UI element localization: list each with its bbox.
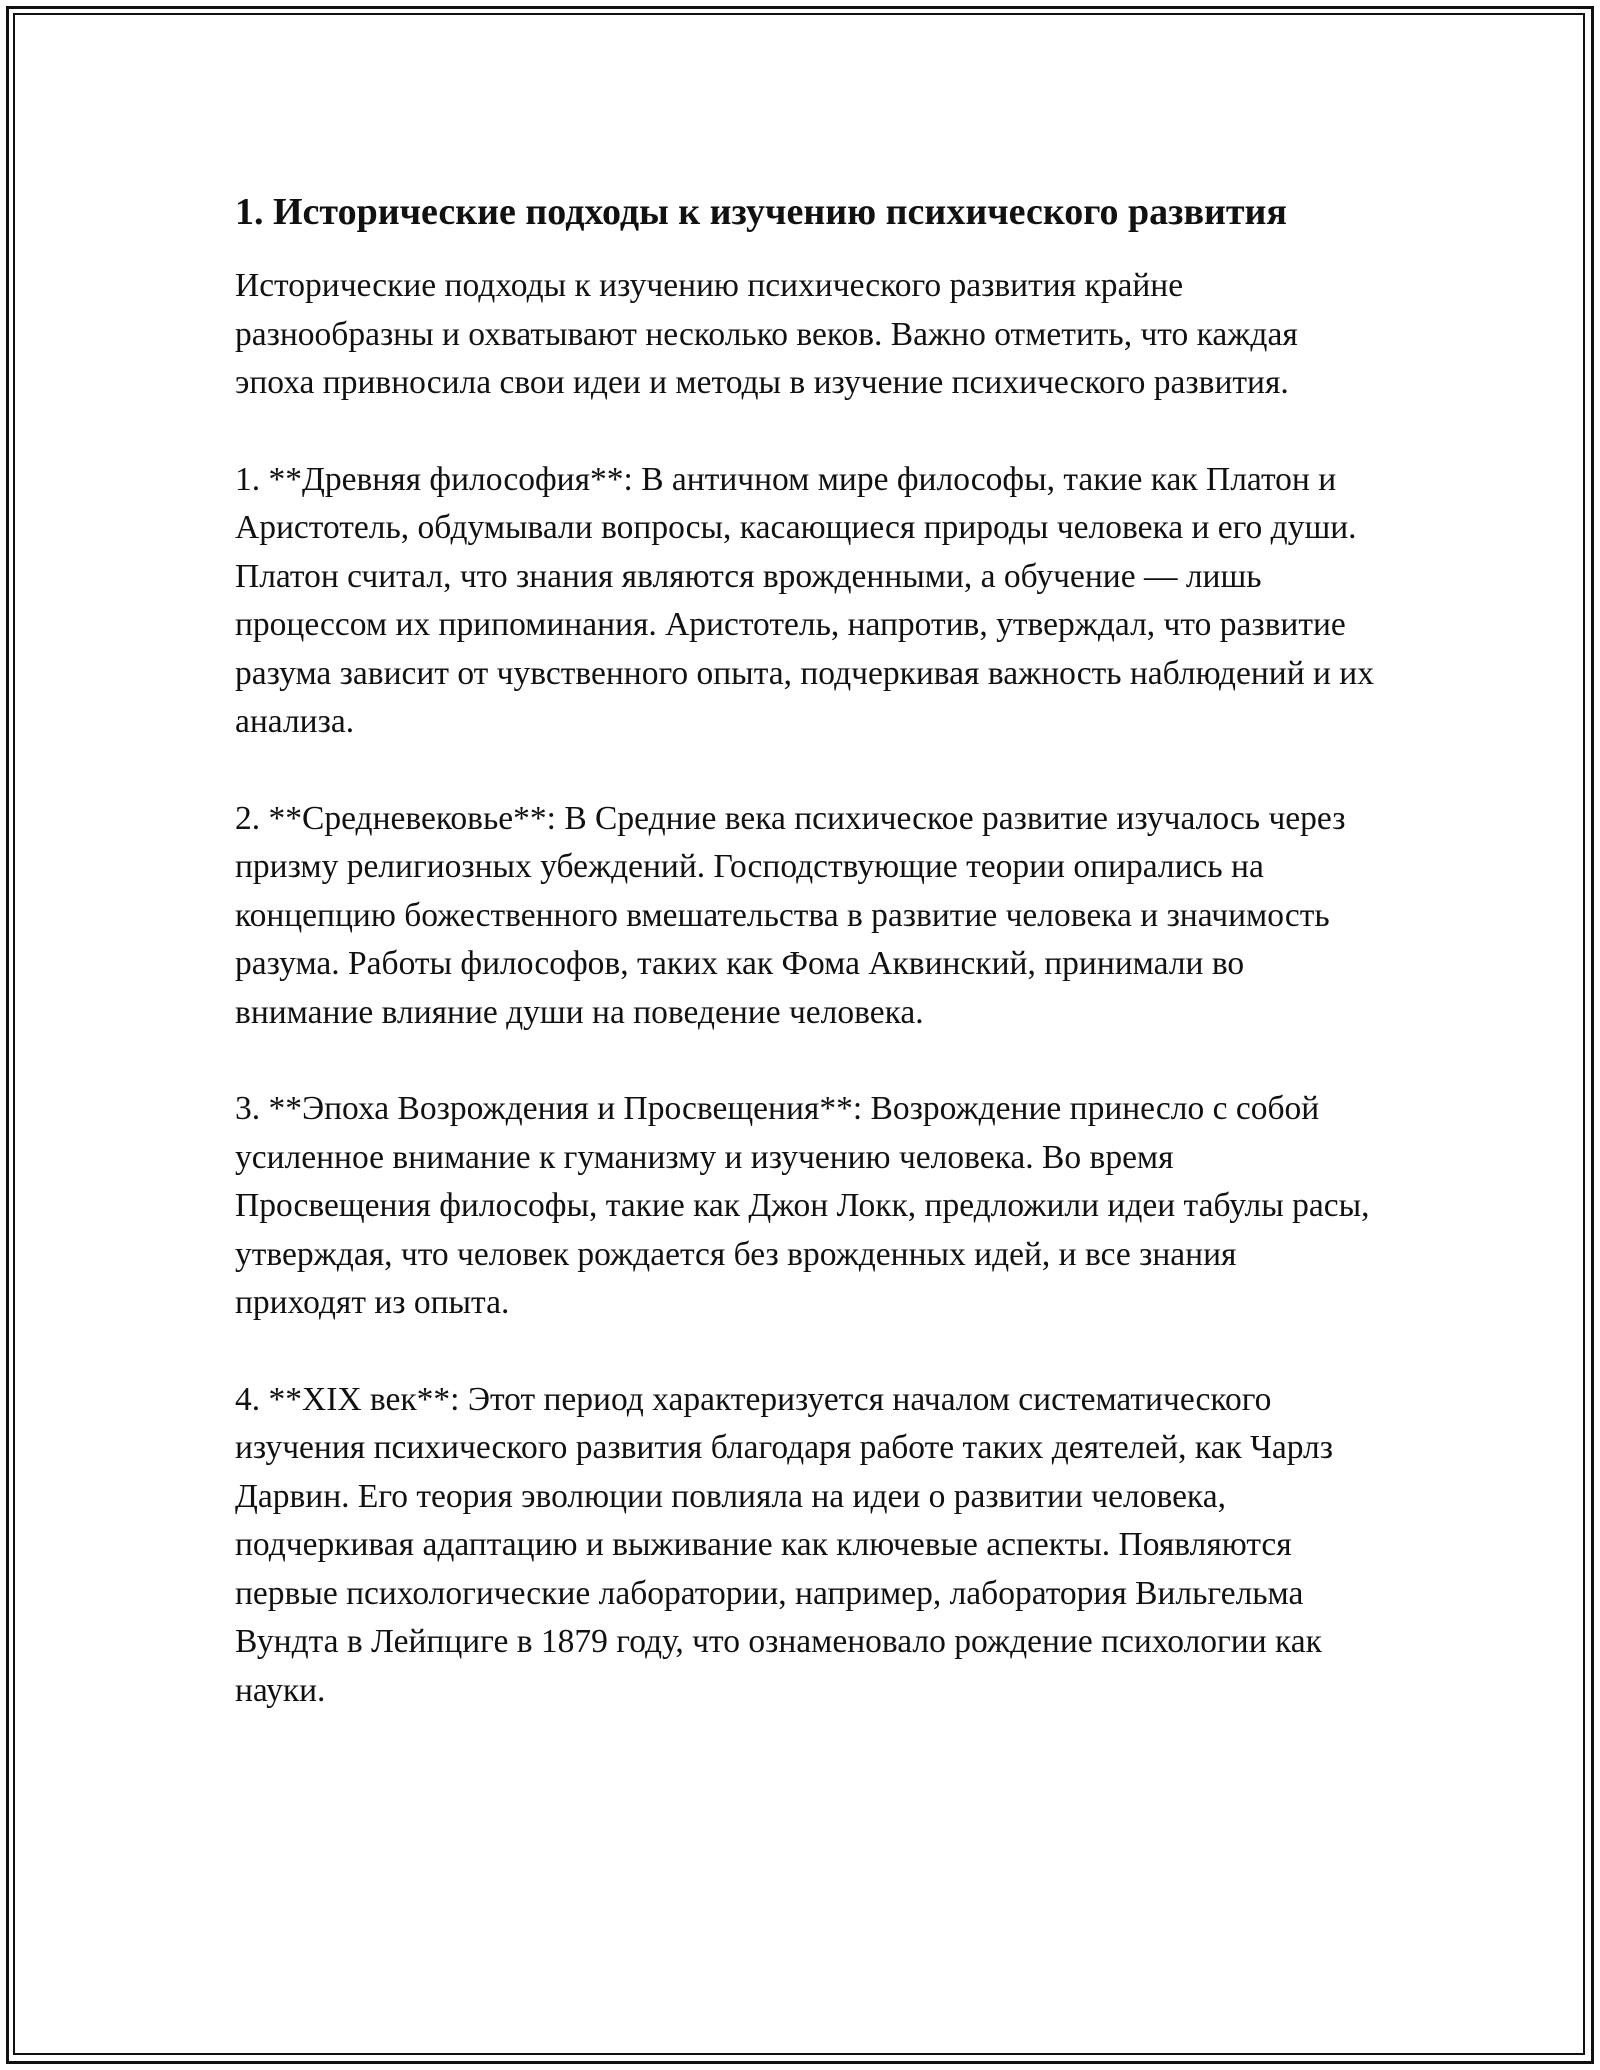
section-nineteenth-century: 4. **XIX век**: Этот период характеризуется началом систематического изучения психического развития благодаря работе таких деятелей, как Чарлз Дарвин. Его теория эволюции повлияла на идеи о развитии человека, подчеркивая адаптацию и выживание как ключевые аспекты. Появляются первые психологические лаборатории, например, лаборатория Вильгельма Вундта в Лейпциге в 1879 году, что ознаменовало рождение психологии как науки. <box>235 1380 1334 1709</box>
section-middle-ages: 2. **Средневековье**: В Средние века психическое развитие изучалось через призму религиозных убеждений. Господствующие теории опирались на концепцию божественного вмешательства в развитие человека и значимость разума. Работы философов, таких как Фома Аквинский, принимали во внимание влияние души на поведение человека. <box>235 799 1346 1031</box>
document-body <box>235 185 1375 1715</box>
section-renaissance-enlightenment: 3. **Эпоха Возрождения и Просвещения**: Возрождение принесло с собой усиленное внимание к гуманизму и изучению человека. Во время Просвещения философы, такие как Джон Локк, предложили идеи табулы расы, утверждая, что человек рождается без врожденных идей, и все знания приходят из опыта. <box>235 1090 1370 1321</box>
intro-paragraph: Исторические подходы к изучению психического развития крайне разнообразны и охватывают несколько веков. Важно отметить, что каждая эпоха привносила свои идеи и методы в изучение психического развития. <box>235 267 1298 401</box>
section-ancient-philosophy: 1. **Древняя философия**: В античном мире философы, такие как Платон и Аристотель, обдумывали вопросы, касающиеся природы человека и его души. Платон считал, что знания являются врожденными, а обучение — лишь процессом их припоминания. Аристотель, напротив, утверждал, что развитие разума зависит от чувственного опыта, подчеркивая важность наблюдений и их анализа. <box>235 460 1374 740</box>
document-title: 1. Исторические подходы к изучению психического развития <box>235 191 1287 233</box>
